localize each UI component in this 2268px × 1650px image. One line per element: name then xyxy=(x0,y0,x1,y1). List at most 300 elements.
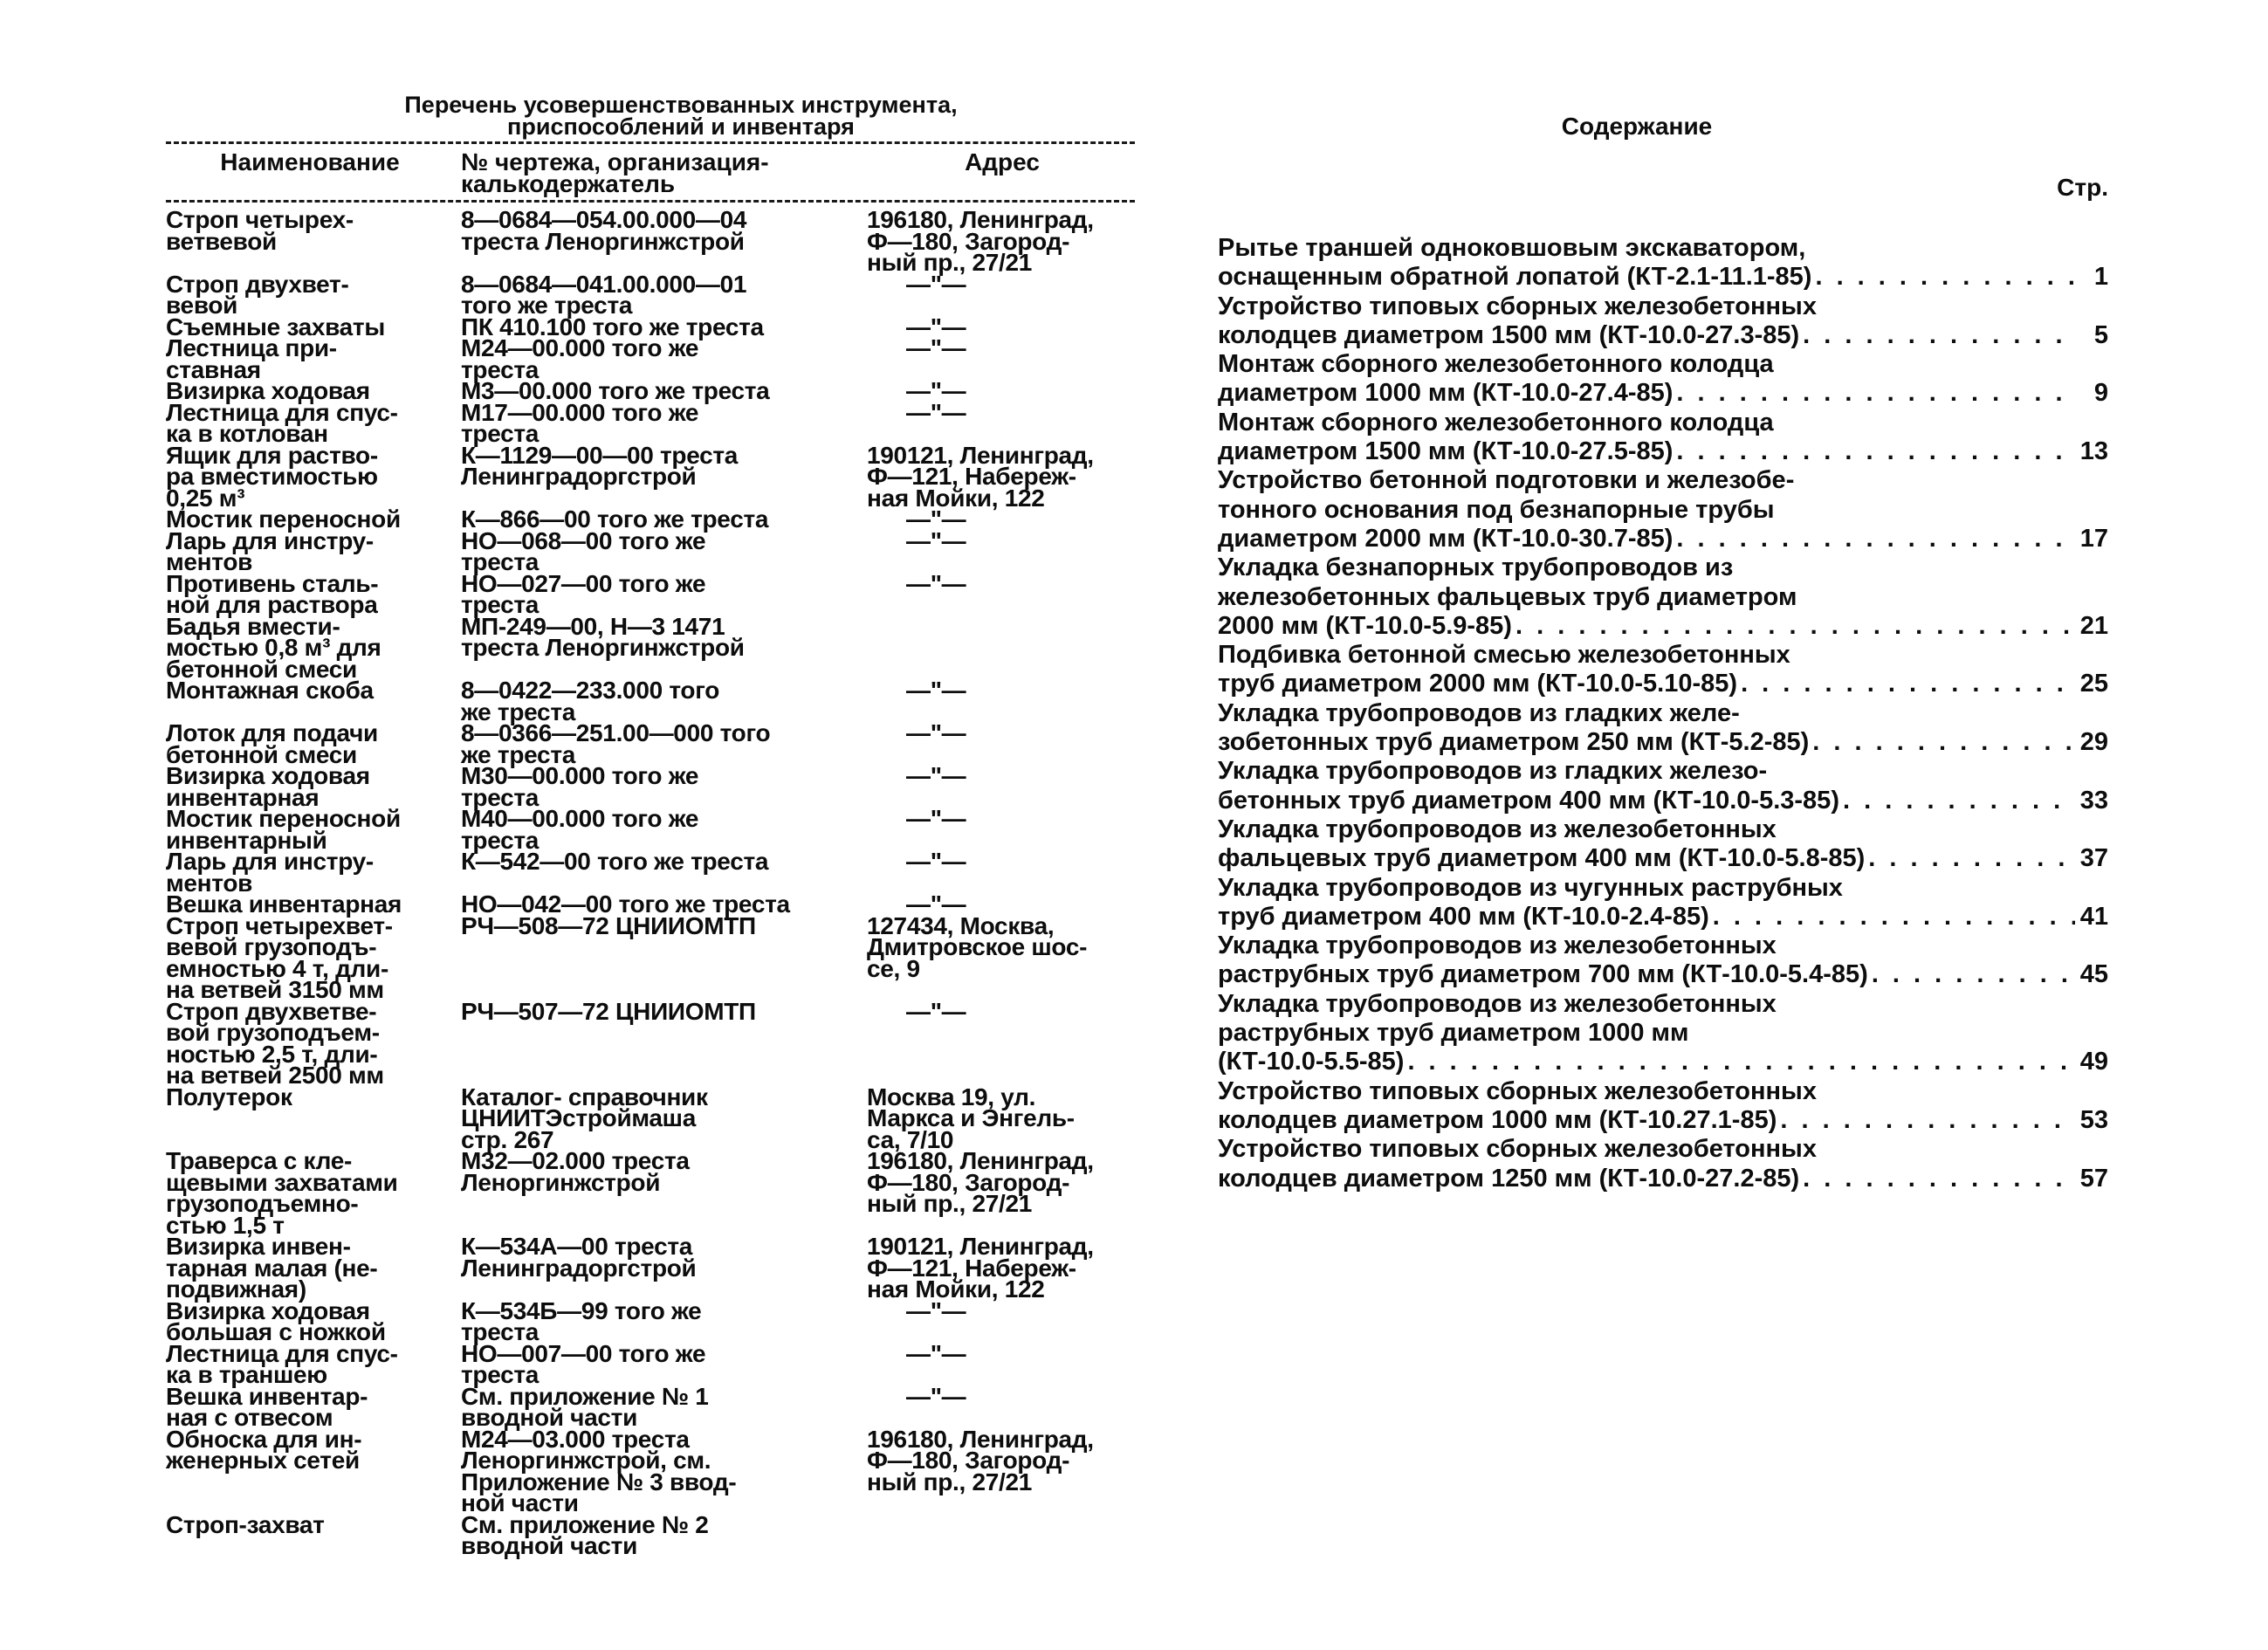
entry-page-number: 57 xyxy=(2079,1164,2108,1193)
item-address-line: ная Мойки, 122 xyxy=(867,484,1045,512)
entry-page-number: 45 xyxy=(2079,960,2108,989)
entry-page-number: 21 xyxy=(2079,611,2108,640)
entry-page-number: 53 xyxy=(2079,1105,2108,1134)
item-address-line: —"— xyxy=(906,848,966,875)
item-name-line: Траверса с кле- xyxy=(166,1147,353,1174)
contents-entry xyxy=(1218,1135,2108,1193)
dot-leader xyxy=(1404,1048,2075,1076)
item-drawing xyxy=(454,848,867,894)
item-drawing xyxy=(454,1339,867,1388)
item-address-line: 190121, Ленинград, xyxy=(867,441,1094,469)
item-name-line: бетонной смеси xyxy=(166,655,357,683)
contents-entry xyxy=(1218,234,2108,292)
item-address-line: —"— xyxy=(906,890,966,918)
header-dashed-rule xyxy=(166,200,1135,203)
item-drawing xyxy=(454,805,867,854)
item-drawing-line: ЦНИИТЭстроймаша xyxy=(461,1104,696,1131)
item-drawing xyxy=(454,612,867,681)
dot-leader xyxy=(1839,787,2075,815)
entry-title-line: диаметром 1500 мм (КТ-10.0-27.5-85) xyxy=(1218,437,1674,466)
item-drawing xyxy=(454,1233,867,1301)
item-address xyxy=(867,1147,1137,1236)
entry-title-line: (КТ-10.0-5.5-85) xyxy=(1218,1048,1405,1076)
item-drawing xyxy=(454,762,867,811)
item-drawing-line: треста xyxy=(461,783,540,811)
item-drawing-line: К—534Б—99 того же xyxy=(461,1296,702,1324)
item-drawing-line: треста xyxy=(461,1361,540,1388)
tools-list-title-line: Перечень усовершенствованных инструмента, xyxy=(404,92,958,118)
table-row xyxy=(166,334,1135,383)
entry-title-line: Монтаж сборного железобетонного колодца xyxy=(1218,408,1774,437)
table-row xyxy=(166,526,1135,575)
item-drawing xyxy=(454,1382,867,1431)
item-address-line: —"— xyxy=(906,270,966,298)
item-address xyxy=(867,719,1177,766)
item-name xyxy=(166,1147,454,1239)
item-drawing-line: Ленинградоргстрой xyxy=(461,1254,697,1282)
item-drawing xyxy=(454,1083,867,1153)
entry-title-line: колодцев диаметром 1000 мм (КТ-10.27.1-85) xyxy=(1218,1105,1777,1134)
entry-last-line xyxy=(1218,263,2108,292)
item-address-line: 196180, Ленинград, xyxy=(867,1425,1094,1453)
item-drawing-line: См. приложение № 2 xyxy=(461,1510,709,1538)
item-drawing-line: РЧ—508—72 ЦНИИОМТП xyxy=(461,911,756,939)
item-name xyxy=(166,526,454,575)
item-drawing-line: треста Леноргинжстрой xyxy=(461,227,745,255)
item-name-line: Мостик переносной xyxy=(166,805,401,832)
item-drawing-line: НО—042—00 того же треста xyxy=(461,890,790,918)
contents-entry xyxy=(1218,699,2108,758)
item-address xyxy=(867,848,1177,894)
item-address xyxy=(867,1515,1137,1557)
dot-leader xyxy=(1811,263,2075,292)
item-name-line: вевой xyxy=(166,292,238,319)
table-row xyxy=(166,1083,1135,1153)
item-drawing xyxy=(454,334,867,383)
item-address xyxy=(867,616,1137,681)
entry-last-line xyxy=(1218,1106,2108,1135)
contents-entry xyxy=(1218,292,2108,351)
entry-title-line: бетонных труб диаметром 400 мм (КТ-10.0-5.3-85) xyxy=(1218,786,1839,815)
item-drawing-line: Приложение № 3 ввод- xyxy=(461,1468,737,1495)
entry-title-line: Рытье траншей одноковшовым экскаватором, xyxy=(1218,234,1806,262)
item-address xyxy=(867,1233,1137,1303)
item-name-line: Вешка инвентарная xyxy=(166,890,402,918)
item-address xyxy=(867,526,1177,574)
item-drawing xyxy=(454,1510,867,1559)
entry-last-line xyxy=(1218,379,2108,408)
item-address-line: —"— xyxy=(906,805,966,832)
item-name-line: Визирка ходовая xyxy=(166,762,370,789)
item-address-line: —"— xyxy=(906,1339,966,1367)
item-address xyxy=(867,1296,1177,1344)
item-name-line: вой грузоподъем- xyxy=(166,1019,380,1046)
table-row xyxy=(166,762,1135,811)
item-name xyxy=(166,206,454,274)
item-drawing-line: К—866—00 того же треста xyxy=(461,505,769,533)
item-name xyxy=(166,719,454,768)
item-name-line: 0,25 м³ xyxy=(166,484,245,512)
item-drawing xyxy=(454,719,867,768)
entry-last-line xyxy=(1218,960,2108,989)
table-row xyxy=(166,1233,1135,1303)
item-name xyxy=(166,1425,454,1515)
item-address xyxy=(867,762,1177,808)
item-drawing-line: треста xyxy=(461,591,540,618)
item-address-line: ный пр., 27/21 xyxy=(867,1190,1033,1217)
item-name xyxy=(166,848,454,897)
contents-entry xyxy=(1218,932,2108,990)
item-name-line: вевой грузоподъ- xyxy=(166,933,377,960)
entry-page-number: 49 xyxy=(2079,1048,2108,1076)
item-name xyxy=(166,677,454,723)
item-address xyxy=(867,1083,1137,1153)
item-name-line: Лестница при- xyxy=(166,334,337,361)
entry-title-line: труб диаметром 400 мм (КТ-10.0-2.4-85) xyxy=(1218,902,1709,931)
entry-last-line xyxy=(1218,437,2108,466)
item-name-line: подвижная) xyxy=(166,1275,306,1303)
item-drawing-line: Леноргинжстрой xyxy=(461,1168,661,1196)
item-drawing xyxy=(454,677,867,725)
entry-page-number: 33 xyxy=(2079,786,2108,815)
item-address-line: —"— xyxy=(906,719,966,746)
item-name xyxy=(166,569,454,618)
item-drawing xyxy=(454,1296,867,1345)
dot-leader xyxy=(1799,1165,2075,1193)
item-name-line: ка в траншею xyxy=(166,1361,327,1388)
entry-page-number: 41 xyxy=(2079,902,2108,931)
item-drawing xyxy=(454,1147,867,1236)
entry-last-line xyxy=(1218,321,2108,350)
item-name xyxy=(166,1339,454,1388)
dot-leader xyxy=(1865,844,2075,873)
item-drawing-line: же треста xyxy=(461,698,576,725)
item-name-line: Мостик переносной xyxy=(166,505,401,533)
item-address xyxy=(867,997,1177,1087)
item-name xyxy=(166,612,454,683)
entry-title-line: зобетонных труб диаметром 250 мм (КТ-5.2-85) xyxy=(1218,728,1810,757)
item-address-line: —"— xyxy=(906,569,966,597)
entry-last-line xyxy=(1218,728,2108,757)
contents-entry xyxy=(1218,757,2108,815)
item-drawing xyxy=(454,270,867,319)
item-drawing-line: Ленинградоргстрой xyxy=(461,463,697,490)
item-drawing-line: М24—03.000 треста xyxy=(461,1425,690,1453)
dot-leader xyxy=(1673,525,2075,553)
item-name-line: ментов xyxy=(166,548,253,575)
entry-title-line: Монтаж сборного железобетонного колодца xyxy=(1218,350,1774,379)
item-name-line: большая с ножкой xyxy=(166,1318,386,1345)
item-address-line: се, 9 xyxy=(867,954,920,982)
table-row xyxy=(166,270,1135,319)
entry-page-number: 9 xyxy=(2093,379,2108,408)
header-address: Адрес xyxy=(965,148,1040,175)
item-address-line: ный пр., 27/21 xyxy=(867,249,1033,276)
item-drawing-line: Леноргинжстрой, см. xyxy=(461,1447,711,1474)
item-name xyxy=(166,997,454,1089)
entry-page-number: 17 xyxy=(2079,524,2108,553)
entry-title-line: фальцевых труб диаметром 400 мм (КТ-10.0-5.8-85) xyxy=(1218,844,1866,873)
item-name xyxy=(166,1083,454,1152)
item-address-line: Ф—180, Загород- xyxy=(867,227,1070,255)
item-address-line: 127434, Москва, xyxy=(867,911,1055,939)
item-name-line: Ларь для инстру- xyxy=(166,848,374,875)
item-address xyxy=(867,569,1177,616)
entry-title-line: диаметром 1000 мм (КТ-10.0-27.4-85) xyxy=(1218,379,1674,408)
dot-leader xyxy=(1512,612,2075,641)
item-name-line: Строп-захват xyxy=(166,1510,325,1538)
entry-last-line xyxy=(1218,1048,2108,1076)
tools-list-title xyxy=(227,94,1135,138)
item-address xyxy=(867,911,1137,1001)
entry-last-line xyxy=(1218,844,2108,873)
entry-title-line: Устройство типовых сборных железобетонных xyxy=(1218,1135,1817,1164)
item-address xyxy=(867,398,1177,445)
table-row xyxy=(166,569,1135,618)
item-address-line: —"— xyxy=(906,762,966,789)
item-drawing-line: 8—0684—041.00.000—01 xyxy=(461,270,747,298)
contents-section xyxy=(1218,113,2108,1193)
entry-title-line: труб диаметром 2000 мм (КТ-10.0-5.10-85) xyxy=(1218,670,1738,698)
dot-leader xyxy=(1868,960,2075,989)
item-address-line: Ф—121, Набереж- xyxy=(867,1254,1076,1282)
contents-entry xyxy=(1218,641,2108,699)
header-drawing xyxy=(454,148,867,197)
item-drawing xyxy=(454,911,867,1001)
table-row xyxy=(166,848,1135,897)
item-name-line: Ларь для инстру- xyxy=(166,526,374,554)
item-name xyxy=(166,334,454,383)
contents-entry xyxy=(1218,350,2108,409)
entry-title-line: колодцев диаметром 1250 мм (КТ-10.0-27.2-85) xyxy=(1218,1164,1800,1193)
item-address-line: —"— xyxy=(906,997,966,1025)
item-name-line: женерных сетей xyxy=(166,1447,360,1474)
item-name-line: ставная xyxy=(166,355,261,383)
item-drawing-line: К—542—00 того же треста xyxy=(461,848,769,875)
table-row xyxy=(166,206,1135,276)
entry-page-number: 5 xyxy=(2093,320,2108,349)
item-name xyxy=(166,270,454,319)
item-drawing xyxy=(454,398,867,447)
dot-leader xyxy=(1673,379,2075,408)
item-name-line: Строп двухветве- xyxy=(166,997,377,1025)
header-name: Наименование xyxy=(220,148,400,175)
item-drawing-line: того же треста xyxy=(461,292,633,319)
table-header xyxy=(166,144,1135,200)
item-drawing-line: треста Леноргинжстрой xyxy=(461,634,745,661)
item-name-line: Лестница для спус- xyxy=(166,398,398,426)
item-name-line: Визирка инвен- xyxy=(166,1233,351,1260)
entry-title-line: Укладка трубопроводов из чугунных раструбных xyxy=(1218,873,1843,902)
entry-title-line: железобетонных фальцевых труб диаметром xyxy=(1218,582,1797,611)
item-address xyxy=(867,270,1177,317)
entry-title-line: Укладка трубопроводов из гладких железо- xyxy=(1218,757,1768,786)
item-drawing-line: М40—00.000 того же xyxy=(461,805,699,832)
item-name xyxy=(166,805,454,854)
item-name-line: ностью 2,5 т, дли- xyxy=(166,1040,378,1068)
item-name-line: Вешка инвентар- xyxy=(166,1382,368,1410)
entry-title-line: Укладка трубопроводов из железобетонных xyxy=(1218,815,1777,843)
contents-entry xyxy=(1218,815,2108,874)
item-drawing xyxy=(454,526,867,575)
item-drawing-line: 8—0366—251.00—000 того xyxy=(461,719,771,746)
entry-title-line: Устройство бетонной подготовки и железобе- xyxy=(1218,466,1795,495)
item-address-line: —"— xyxy=(906,334,966,361)
item-name xyxy=(166,1510,454,1557)
item-drawing-line: НО—068—00 того же xyxy=(461,526,706,554)
item-address-line: —"— xyxy=(906,526,966,554)
item-address-line: Ф—121, Набереж- xyxy=(867,463,1076,490)
table-row xyxy=(166,719,1135,768)
item-address-line: Маркса и Энгель- xyxy=(867,1104,1075,1131)
item-drawing-line: вводной части xyxy=(461,1404,637,1431)
item-address-line: ный пр., 27/21 xyxy=(867,1468,1033,1495)
item-address xyxy=(867,206,1137,276)
entry-page-number: 37 xyxy=(2079,844,2108,873)
item-name-line: ментов xyxy=(166,869,253,897)
table-row xyxy=(166,1510,1135,1559)
contents-entry xyxy=(1218,466,2108,553)
item-name xyxy=(166,1296,454,1345)
item-name-line: ной для раствора xyxy=(166,591,378,618)
entry-title-line: оснащенным обратной лопатой (КТ-2.1-11.1-85) xyxy=(1218,263,1812,292)
item-name-line: Лоток для подачи xyxy=(166,719,378,746)
entry-title-line: раструбных труб диаметром 700 мм (КТ-10.0-5.4-85) xyxy=(1218,960,1868,989)
contents-list xyxy=(1218,234,2108,1193)
entry-title-line: колодцев диаметром 1500 мм (КТ-10.0-27.3-85) xyxy=(1218,320,1800,349)
item-name-line: Монтажная скоба xyxy=(166,677,374,704)
item-address-line: —"— xyxy=(906,377,966,404)
item-name-line: Визирка ходовая xyxy=(166,1296,370,1324)
table-row xyxy=(166,1382,1135,1431)
item-address-line: 190121, Ленинград, xyxy=(867,1233,1094,1260)
dot-leader xyxy=(1737,670,2075,698)
item-address xyxy=(867,805,1177,851)
dot-leader xyxy=(1799,321,2075,350)
item-name xyxy=(166,911,454,1003)
item-address-line: —"— xyxy=(906,1382,966,1410)
item-name-line: инвентарная xyxy=(166,783,320,811)
item-name-line: Лестница для спус- xyxy=(166,1339,398,1367)
item-name-line: Строп четырехвет- xyxy=(166,911,393,939)
contents-entry xyxy=(1218,874,2108,932)
entry-title-line: раструбных труб диаметром 1000 мм xyxy=(1218,1019,1689,1048)
item-address-line: —"— xyxy=(906,313,966,340)
item-name-line: инвентарный xyxy=(166,826,327,854)
item-drawing-line: вводной части xyxy=(461,1532,637,1559)
entry-title-line: Устройство типовых сборных железобетонных xyxy=(1218,292,1817,320)
entry-page-number: 13 xyxy=(2079,437,2108,466)
item-drawing-line: 8—0422—233.000 того xyxy=(461,677,719,704)
item-name-line: Съемные захваты xyxy=(166,313,385,340)
item-drawing-line: К—1129—00—00 треста xyxy=(461,441,739,469)
item-drawing-line: ПК 410.100 того же треста xyxy=(461,313,764,340)
item-drawing-line: треста xyxy=(461,420,540,447)
entry-last-line xyxy=(1218,525,2108,553)
item-address-line: 196180, Ленинград, xyxy=(867,1147,1094,1174)
item-name-line: ная с отвесом xyxy=(166,1404,333,1431)
item-address-line: —"— xyxy=(906,398,966,426)
item-name-line: Визирка ходовая xyxy=(166,377,370,404)
contents-title: Содержание xyxy=(1561,113,1713,140)
item-drawing xyxy=(454,1425,867,1516)
item-address-line: —"— xyxy=(906,505,966,533)
tools-table-body xyxy=(166,206,1135,1559)
entry-title-line: Укладка безнапорных трубопроводов из xyxy=(1218,553,1734,582)
item-name-line: мостью 0,8 м³ для xyxy=(166,634,381,661)
item-name-line: ра вместимостью xyxy=(166,463,378,490)
item-drawing-line: треста xyxy=(461,826,540,854)
header-drawing-line: калькодержатель xyxy=(461,170,676,197)
table-row xyxy=(166,398,1135,447)
contents-entry xyxy=(1218,553,2108,641)
table-row xyxy=(166,997,1135,1089)
header-drawing-line: № чертежа, организация- xyxy=(461,148,769,175)
item-address-line: ная Мойки, 122 xyxy=(867,1275,1045,1303)
entry-title-line: диаметром 2000 мм (КТ-10.0-30.7-85) xyxy=(1218,524,1674,553)
item-name xyxy=(166,1382,454,1431)
item-address-line: —"— xyxy=(906,677,966,704)
entry-last-line xyxy=(1218,1165,2108,1193)
item-address-line: 196180, Ленинград, xyxy=(867,206,1094,233)
item-address-line: Ф—180, Загород- xyxy=(867,1168,1070,1196)
item-name-line: Полутерок xyxy=(166,1083,292,1110)
item-drawing-line: М30—00.000 того же xyxy=(461,762,699,789)
entry-title-line: Подбивка бетонной смесью железобетонных xyxy=(1218,641,1790,670)
item-address-line: са, 7/10 xyxy=(867,1125,954,1153)
item-name-line: на ветвей 2500 мм xyxy=(166,1062,384,1089)
item-name xyxy=(166,398,454,447)
item-name-line: щевыми захватами xyxy=(166,1168,398,1196)
item-name xyxy=(166,762,454,811)
item-drawing-line: РЧ—507—72 ЦНИИОМТП xyxy=(461,997,756,1025)
item-name-line: бетонной смеси xyxy=(166,740,357,768)
tools-list-section xyxy=(166,94,1135,1557)
entry-title-line: Укладка трубопроводов из железобетонных xyxy=(1218,932,1777,960)
table-row xyxy=(166,805,1135,854)
item-drawing-line: М17—00.000 того же xyxy=(461,398,699,426)
dot-leader xyxy=(1809,728,2075,757)
dot-leader xyxy=(1673,437,2075,466)
table-row xyxy=(166,677,1135,725)
item-drawing-line: треста xyxy=(461,355,540,383)
contents-entry xyxy=(1218,990,2108,1077)
item-name xyxy=(166,1233,454,1303)
item-drawing-line: НО—007—00 того же xyxy=(461,1339,706,1367)
item-drawing-line: ной части xyxy=(461,1489,579,1516)
item-address xyxy=(867,1339,1177,1386)
item-name-line: ка в котлован xyxy=(166,420,328,447)
item-drawing-line: 8—0684—054.00.000—04 xyxy=(461,206,747,233)
item-drawing xyxy=(454,206,867,274)
entry-last-line xyxy=(1218,903,2108,932)
item-drawing-line: треста xyxy=(461,1318,540,1345)
entry-page-number: 29 xyxy=(2079,728,2108,757)
item-drawing-line: НО—027—00 того же xyxy=(461,569,706,597)
item-name-line: Строп двухвет- xyxy=(166,270,349,298)
contents-entry xyxy=(1218,1077,2108,1136)
item-drawing-line: Каталог- справочник xyxy=(461,1083,708,1110)
item-name-line: тарная малая (не- xyxy=(166,1254,378,1282)
table-row xyxy=(166,612,1135,683)
item-drawing-line: См. приложение № 1 xyxy=(461,1382,709,1410)
tools-list-title-line: приспособлений и инвентаря xyxy=(507,113,855,140)
table-row xyxy=(166,441,1135,512)
item-address-line: Дмитровское шос- xyxy=(867,933,1088,960)
item-name-line: грузоподъемно- xyxy=(166,1190,359,1217)
table-row xyxy=(166,1425,1135,1516)
item-drawing-line: М24—00.000 того же xyxy=(461,334,699,361)
